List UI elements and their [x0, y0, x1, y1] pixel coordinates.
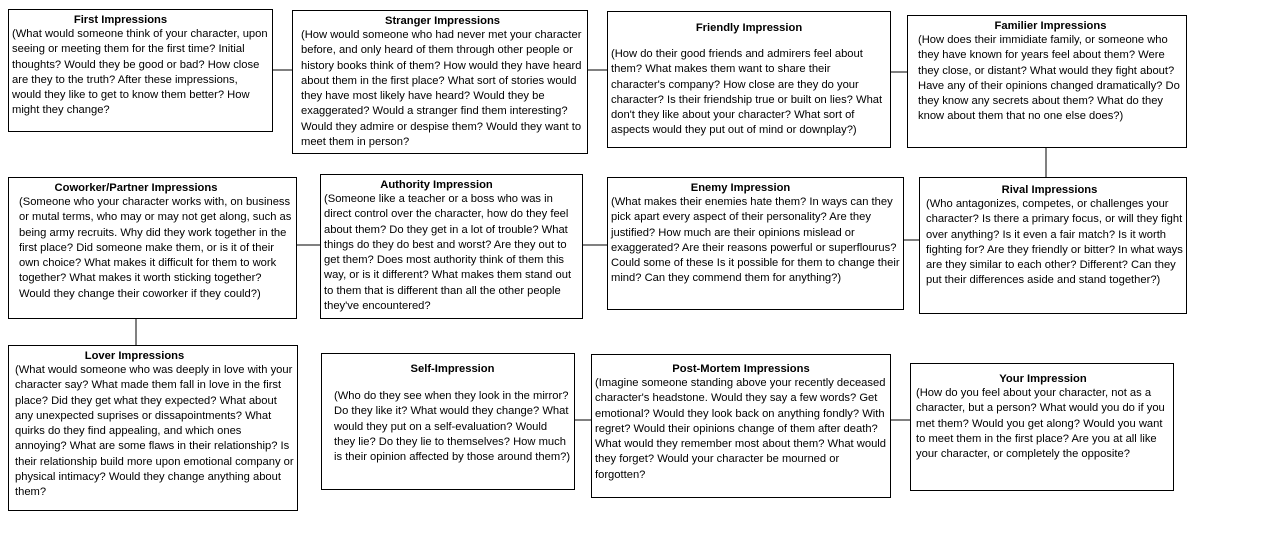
box-title: Self-Impression [410, 363, 495, 375]
box-lover-impressions [8, 345, 298, 511]
box-text: (How does their immidiate family, or someone who they have known for years feel about them? Were they close, or distant? What would they fight about? Have any of their opinions changed dramatically? Do they know any secrets about them? What do they know about them that no one else does?) [918, 34, 1180, 123]
box-title: Coworker/Partner Impressions [54, 182, 218, 194]
box-title: Familier Impressions [994, 20, 1107, 32]
box-title: First Impressions [73, 14, 168, 26]
box-title: Authority Impression [380, 179, 493, 191]
box-title: Lover Impressions [84, 350, 185, 362]
box-title: Post-Mortem Impressions [672, 363, 810, 375]
box-enemy-impression [607, 177, 904, 310]
box-text: (What makes their enemies hate them? In ways can they pick apart every aspect of their personality? Are they justified? How much are their opinions mislead or exaggerated? Are their reasons powerful or superflourus? Could some of these Is it possible for them to change their mind? Can they commend them for anything?) [611, 196, 900, 285]
box-text: (Someone who your character works with, on business or mutal terms, who may or may not get along, such as being army recruits. Why did they work together in the first place? Did someone make them, or is it of their own choice? What makes it difficult for them to work together? What makes it worth sticking together? Would they change their coworker if they could?) [19, 196, 292, 300]
box-first-impressions [8, 9, 273, 132]
box-familier-impressions [907, 15, 1187, 148]
box-your-impression [910, 363, 1174, 491]
box-text: (Who antagonizes, competes, or challenges your character? Is there a primary focus, or will they fight over anything? Is it even a fair match? Is it worth fighting for? Are they friendly or bitter? In what ways are they similar to each other? Different? Can they put their differences aside and stand together?) [926, 198, 1183, 287]
box-rival-impressions [919, 177, 1187, 314]
box-authority-impression [320, 174, 583, 319]
box-text: (Imagine someone standing above your recently deceased character's headstone. Would they say a few words? Get emotional? Would they look back on anything fondly? With regret? Would their opinions change of them after death? What would they remember most about them? What would they forget? Would your character be mourned or forgotten? [595, 377, 887, 481]
box-friendly-impression [607, 11, 891, 148]
box-stranger-impressions [292, 10, 588, 154]
box-text: (Who do they see when they look in the mirror? Do they like it? What would they change? What would they put on a self-evaluation? Would they lie? Do they lie to themselves? How much is their opinion affected by those around them?) [334, 390, 571, 464]
box-title: Stranger Impressions [384, 15, 501, 27]
box-text: (What would someone think of your character, upon seeing or meeting them for the first time? Initial thoughts? Would they be good or bad? How close are they to the truth? After these impressions, would they like to get to know them better? How might they change? [12, 28, 268, 117]
box-post-mortem-impressions [591, 354, 891, 498]
box-text: (How would someone who had never met your character before, and only heard of them through other people or history books think of them? How would they have heard about them in the first place? What sort of stories would they have most likely have heard? Would they be exaggerated? Would a stranger find them interesting? Would they admire or despise them? Would they want to meet them in person? [301, 29, 582, 149]
box-title: Friendly Impression [695, 22, 803, 34]
box-text: (How do you feel about your character, not as a character, but a person? What would you do if you met them? Would you get along? Would you want to meet them in the first place? Are you at all like your character, or completely the opposite? [916, 387, 1165, 461]
box-coworker-impressions [8, 177, 297, 319]
box-title: Rival Impressions [1001, 184, 1098, 196]
box-title: Enemy Impression [690, 182, 791, 194]
box-text: (How do their good friends and admirers feel about them? What makes them want to share their character's company? How close are they do your character? Is their friendship true or built on lies? What don't they like about your character? What sort of aspects would they put out of mind or downplay?) [611, 48, 883, 137]
box-text: (What would someone who was deeply in love with your character say? What made them fall in love in the first place? Did they get what they expected? What about any unexpected suprises or dissapointments? What quirks do they find appealing, and which ones annoying? What are some flaws in their relationship? Is their relationship build more upon emotional company or physical intimacy? Would they change anything about them? [15, 364, 294, 499]
box-self-impression [321, 353, 575, 490]
box-text: (Someone like a teacher or a boss who was in direct control over the character, how do they feel about them? Do they get in a lot of trouble? What things do they do best and worst? Are they out to get them? Does most authority think of them this way, or is it different? What makes them stand out to them that is different than all the other people they've encountered? [324, 193, 572, 313]
box-title: Your Impression [999, 373, 1087, 385]
